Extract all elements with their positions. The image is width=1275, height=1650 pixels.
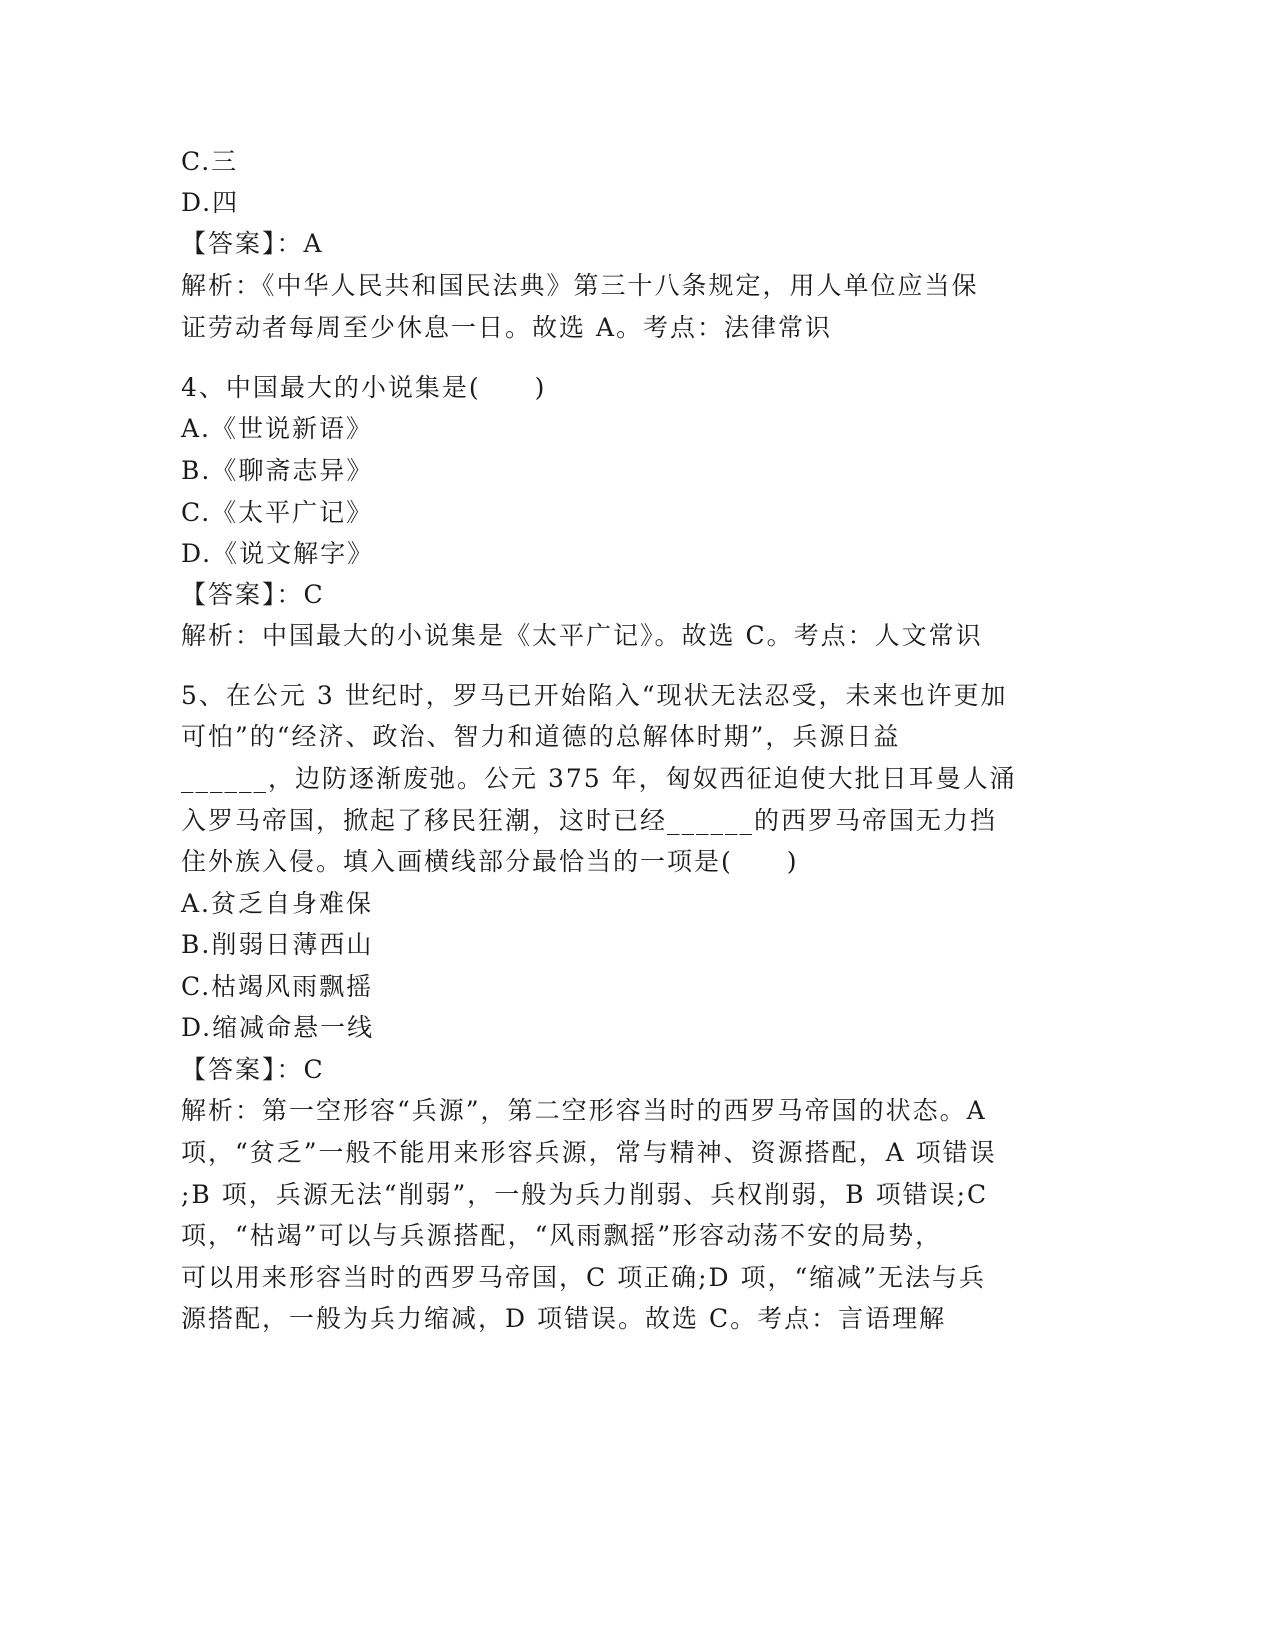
q4-option-d: D.《说文解字》 bbox=[181, 539, 375, 568]
q5-question-line: 5、在公元 3 世纪时，罗马已开始陷入“现状无法忍受，未来也许更加 bbox=[181, 681, 1008, 710]
q4-analysis-line: 解析：中国最大的小说集是《太平广记》。故选 C。考点：人文常识 bbox=[181, 621, 983, 650]
q4-option-c: C.《太平广记》 bbox=[181, 498, 374, 527]
q3-option-c: C.三 bbox=[181, 147, 239, 176]
q5-option-c: C.枯竭风雨飘摇 bbox=[181, 972, 374, 1001]
q4-option-a: A.《世说新语》 bbox=[181, 414, 374, 443]
q4-answer: 【答案】：C bbox=[181, 580, 325, 609]
q3-answer: 【答案】：A bbox=[181, 229, 324, 258]
q5-question-line: 可怕”的“经济、政治、智力和道德的总解体时期”，兵源日益 bbox=[181, 722, 901, 751]
q5-option-a: A.贫乏自身难保 bbox=[181, 889, 374, 918]
q5-question-line: 住外族入侵。填入画横线部分最恰当的一项是( ) bbox=[181, 847, 799, 876]
q5-analysis-line: ;B 项，兵源无法“削弱”，一般为兵力削弱、兵权削弱，B 项错误;C bbox=[181, 1180, 989, 1209]
q5-question-line: 入罗马帝国，掀起了移民狂潮，这时已经______的西罗马帝国无力挡 bbox=[181, 806, 998, 835]
q4-question: 4、中国最大的小说集是( ) bbox=[181, 373, 547, 402]
q5-option-d: D.缩减命悬一线 bbox=[181, 1013, 375, 1042]
q5-answer: 【答案】：C bbox=[181, 1055, 325, 1084]
q5-option-b: B.削弱日薄西山 bbox=[181, 930, 374, 959]
q5-analysis-line: 解析：第一空形容“兵源”，第二空形容当时的西罗马帝国的状态。A bbox=[181, 1096, 987, 1125]
q5-analysis-line: 项，“贫乏”一般不能用来形容兵源，常与精神、资源搭配，A 项错误 bbox=[181, 1138, 997, 1167]
q4-option-b: B.《聊斋志异》 bbox=[181, 456, 374, 485]
q3-option-d: D.四 bbox=[181, 188, 240, 217]
q5-analysis-line: 源搭配，一般为兵力缩减，D 项错误。故选 C。考点：言语理解 bbox=[181, 1304, 947, 1333]
q5-analysis-line: 项，“枯竭”可以与兵源搭配，“风雨飘摇”形容动荡不安的局势， bbox=[181, 1221, 943, 1250]
q5-question-line: ______，边防逐渐废弛。公元 375 年，匈奴西征迫使大批日耳曼人涌 bbox=[181, 764, 1017, 793]
q5-analysis-line: 可以用来形容当时的西罗马帝国，C 项正确;D 项，“缩减”无法与兵 bbox=[181, 1263, 987, 1292]
q3-analysis-line: 解析：《中华人民共和国民法典》第三十八条规定，用人单位应当保 bbox=[181, 271, 979, 300]
q3-analysis-line: 证劳动者每周至少休息一日。故选 A。考点：法律常识 bbox=[181, 313, 833, 342]
